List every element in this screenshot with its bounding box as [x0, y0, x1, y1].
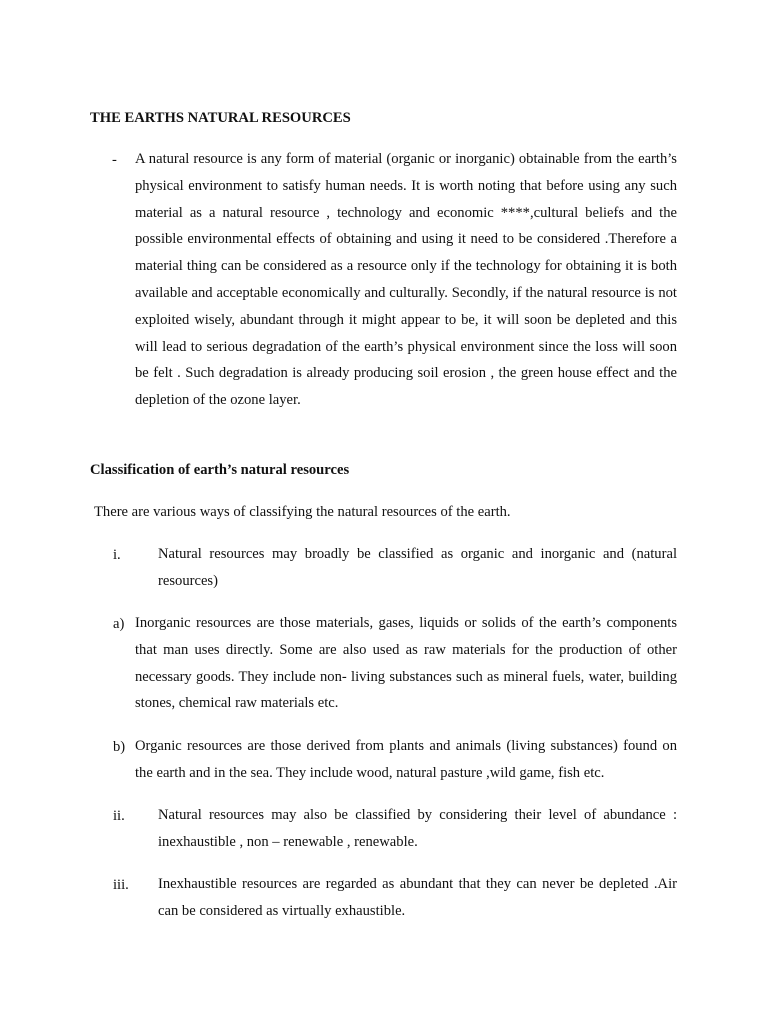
list-item-iii-text: Inexhaustible resources are regarded as abundant that they can never be depleted .Air can be considered as virtually exhaustible. [158, 876, 677, 919]
list-item-ii-text: Natural resources may also be classified by considering their level of abundance : inexhaustible , non – renewable , renewable. [158, 807, 677, 850]
list-marker-dash: - [112, 152, 117, 168]
section-intro: There are various ways of classifying the natural resources of the earth. [94, 504, 511, 520]
list-item-a-text: Inorganic resources are those materials, gases, liquids or solids of the earth’s components that man uses directly. Some are also used as raw materials for the production of other necessary goods. They include non- living substances such as mineral fuels, water, building stones, chemical raw materials etc. [135, 615, 677, 712]
section-heading: Classification of earth’s natural resources [90, 462, 350, 478]
list-item-b-text: Organic resources are those derived from plants and animals (living substances) found on the earth and in the sea. They include wood, natural pasture ,wild game, fish etc. [135, 738, 677, 781]
list-marker-a: a) [113, 616, 125, 632]
document-title: THE EARTHS NATURAL RESOURCES [90, 110, 351, 126]
list-marker-b: b) [113, 739, 126, 755]
list-marker-i: i. [113, 547, 121, 563]
intro-paragraph: A natural resource is any form of material (organic or inorganic) obtainable from the earth’s physical environment to satisfy human needs. It is worth noting that before using any such material as a natural resource , technology and economic ****,cultural beliefs and the possible environmental effects of obtaining and using it need to be considered .Therefore a material thing can be considered as a resource only if the technology for obtaining it is both available and acceptable economically and culturally. Secondly, if the natural resource is not exploited wisely, abundant through it might appear to be, it will soon be depleted and this will lead to serious degradation of the earth’s physical environment since the loss will soon be felt . Such degradation is already producing soil erosion , the green house effect and the depletion of the ozone layer. [135, 151, 677, 409]
list-marker-ii: ii. [113, 808, 125, 824]
list-item-i-text: Natural resources may broadly be classified as organic and inorganic and (natural resources) [158, 546, 677, 589]
list-marker-iii: iii. [113, 877, 129, 893]
